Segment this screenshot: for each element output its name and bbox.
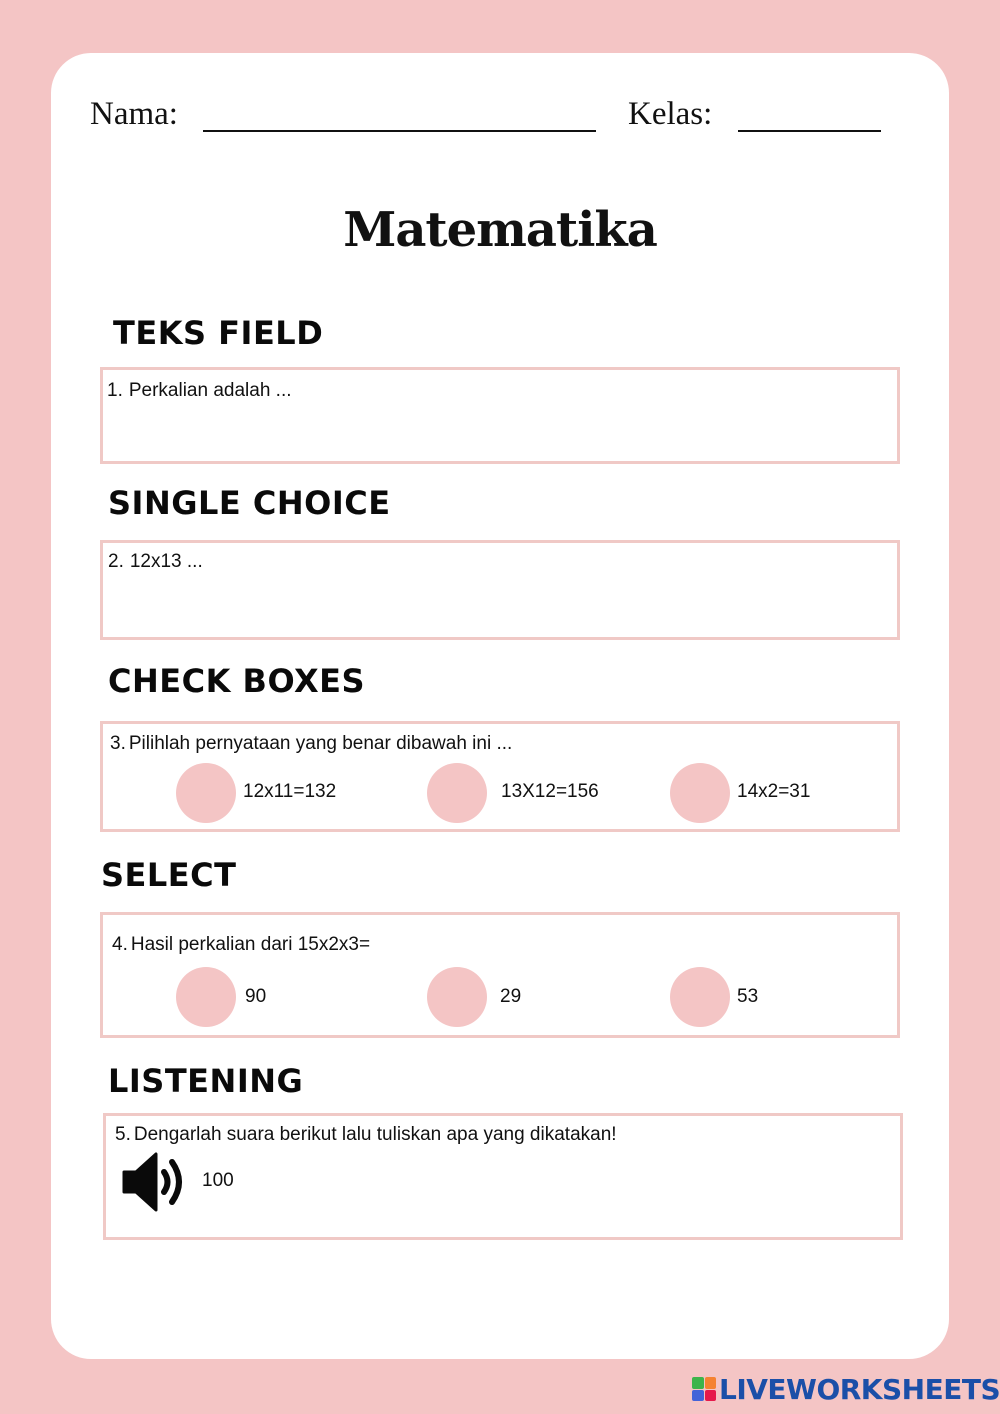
liveworksheets-logo[interactable] bbox=[692, 1374, 1000, 1404]
question-text: Dengarlah suara berikut lalu tuliskan apa yang dikatakan! bbox=[133, 1124, 617, 1145]
question-2 bbox=[108, 551, 203, 573]
option-label: 12x11=132 bbox=[243, 781, 337, 802]
section-heading-select: SELECT bbox=[101, 856, 237, 894]
page-title: Matematika bbox=[343, 202, 657, 258]
option-label: 90 bbox=[245, 986, 267, 1007]
section-heading-check-boxes: CHECK BOXES bbox=[108, 662, 366, 700]
class-label: Kelas: bbox=[628, 96, 713, 132]
checkbox-option-3[interactable] bbox=[670, 763, 730, 823]
logo-mark-icon bbox=[692, 1377, 716, 1401]
section-heading-listening: LISTENING bbox=[108, 1062, 304, 1100]
audio-answer-value: 100 bbox=[202, 1170, 234, 1191]
name-label: Nama: bbox=[90, 96, 178, 132]
question-text: Hasil perkalian dari 15x2x3= bbox=[130, 934, 371, 955]
option-label: 29 bbox=[500, 986, 522, 1007]
question-3 bbox=[110, 733, 512, 755]
brand-text: LIVEWORKSHEETS bbox=[719, 1372, 1000, 1406]
question-number: 2. bbox=[108, 551, 124, 572]
speaker-icon[interactable] bbox=[122, 1150, 190, 1214]
question-text: Perkalian adalah ... bbox=[128, 380, 292, 401]
option-label: 53 bbox=[737, 986, 759, 1007]
section-heading-text-field: TEKS FIELD bbox=[113, 314, 324, 352]
class-input[interactable] bbox=[738, 130, 881, 132]
select-option-3[interactable] bbox=[670, 967, 730, 1027]
question-text: Pilihlah pernyataan yang benar dibawah ini ... bbox=[128, 733, 513, 754]
select-option-2[interactable] bbox=[427, 967, 487, 1027]
checkbox-option-1[interactable] bbox=[176, 763, 236, 823]
question-text: 12x13 ... bbox=[129, 551, 203, 572]
option-label: 14x2=31 bbox=[737, 781, 811, 802]
question-number: 5. bbox=[115, 1124, 131, 1145]
select-option-1[interactable] bbox=[176, 967, 236, 1027]
section-heading-single-choice: SINGLE CHOICE bbox=[108, 484, 391, 522]
checkbox-option-2[interactable] bbox=[427, 763, 487, 823]
single-choice-answer-box[interactable] bbox=[100, 540, 900, 640]
question-number: 1. bbox=[107, 380, 123, 401]
question-number: 3. bbox=[110, 733, 126, 754]
question-1 bbox=[107, 380, 292, 402]
question-4 bbox=[112, 934, 370, 956]
name-input[interactable] bbox=[203, 130, 596, 132]
question-number: 4. bbox=[112, 934, 128, 955]
option-label: 13X12=156 bbox=[501, 781, 599, 802]
question-5 bbox=[115, 1124, 617, 1146]
